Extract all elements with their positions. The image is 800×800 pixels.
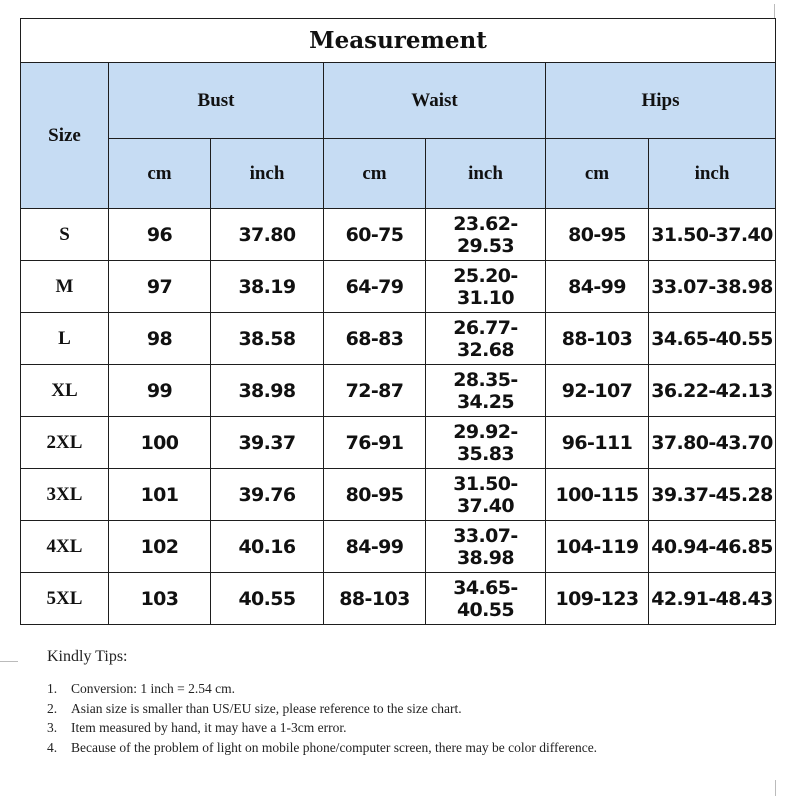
value-cell: 68-83 <box>324 313 426 365</box>
value-cell: 40.16 <box>211 521 324 573</box>
tips-list <box>47 679 631 757</box>
table-row <box>21 573 776 625</box>
table-row <box>21 313 776 365</box>
tip-item <box>47 699 631 719</box>
value-cell: 37.80-43.70 <box>649 417 776 469</box>
value-cell: 36.22-42.13 <box>649 365 776 417</box>
size-cell: 2XL <box>21 417 109 469</box>
tip-text: Because of the problem of light on mobile phone/computer screen, there may be color difference. <box>71 739 598 755</box>
value-cell: 101 <box>109 469 211 521</box>
value-cell: 96-111 <box>546 417 649 469</box>
value-cell: 80-95 <box>546 209 649 261</box>
table-row <box>21 521 776 573</box>
value-cell: 104-119 <box>546 521 649 573</box>
waist-header: Waist <box>324 63 546 139</box>
unit-header: cm <box>324 139 426 209</box>
value-cell: 102 <box>109 521 211 573</box>
table-row <box>21 261 776 313</box>
value-cell: 42.91-48.43 <box>649 573 776 625</box>
bust-header: Bust <box>109 63 324 139</box>
table-body <box>21 209 776 625</box>
value-cell: 88-103 <box>546 313 649 365</box>
size-cell: 3XL <box>21 469 109 521</box>
table-row <box>21 469 776 521</box>
tip-item <box>47 679 631 699</box>
value-cell: 37.80 <box>211 209 324 261</box>
table-row <box>21 365 776 417</box>
size-cell: XL <box>21 365 109 417</box>
value-cell: 64-79 <box>324 261 426 313</box>
kindly-tips <box>47 648 631 757</box>
value-cell: 38.58 <box>211 313 324 365</box>
table-row <box>21 417 776 469</box>
value-cell: 84-99 <box>546 261 649 313</box>
value-cell: 31.50-37.40 <box>426 469 546 521</box>
tip-number: 3. <box>47 720 58 735</box>
value-cell: 109-123 <box>546 573 649 625</box>
size-cell: S <box>21 209 109 261</box>
value-cell: 100 <box>109 417 211 469</box>
value-cell: 103 <box>109 573 211 625</box>
value-cell: 40.94-46.85 <box>649 521 776 573</box>
size-header: Size <box>21 63 109 209</box>
value-cell: 23.62-29.53 <box>426 209 546 261</box>
value-cell: 38.98 <box>211 365 324 417</box>
value-cell: 29.92-35.83 <box>426 417 546 469</box>
value-cell: 25.20-31.10 <box>426 261 546 313</box>
table-title: Measurement <box>21 19 776 63</box>
value-cell: 99 <box>109 365 211 417</box>
value-cell: 34.65-40.55 <box>649 313 776 365</box>
hips-header: Hips <box>546 63 776 139</box>
unit-header: inch <box>426 139 546 209</box>
tip-number: 2. <box>47 700 58 716</box>
unit-header: cm <box>546 139 649 209</box>
tip-text: Conversion: 1 inch = 2.54 cm. <box>71 681 235 696</box>
measurement-table <box>20 18 776 625</box>
value-cell: 96 <box>109 209 211 261</box>
value-cell: 28.35-34.25 <box>426 365 546 417</box>
value-cell: 72-87 <box>324 365 426 417</box>
tip-text: Asian size is smaller than US/EU size, please reference to the size chart. <box>71 700 462 716</box>
tip-number: 1. <box>47 681 58 696</box>
value-cell: 33.07-38.98 <box>426 521 546 573</box>
value-cell: 40.55 <box>211 573 324 625</box>
value-cell: 38.19 <box>211 261 324 313</box>
size-chart <box>20 18 775 625</box>
tip-text: Item measured by hand, it may have a 1-3cm error. <box>71 720 347 735</box>
value-cell: 39.76 <box>211 469 324 521</box>
tip-item <box>47 718 631 738</box>
value-cell: 84-99 <box>324 521 426 573</box>
unit-header: inch <box>649 139 776 209</box>
value-cell: 92-107 <box>546 365 649 417</box>
value-cell: 26.77-32.68 <box>426 313 546 365</box>
right-edge-line-bottom <box>775 780 776 796</box>
value-cell: 100-115 <box>546 469 649 521</box>
unit-header: inch <box>211 139 324 209</box>
value-cell: 39.37-45.28 <box>649 469 776 521</box>
value-cell: 88-103 <box>324 573 426 625</box>
value-cell: 34.65-40.55 <box>426 573 546 625</box>
value-cell: 31.50-37.40 <box>649 209 776 261</box>
left-edge-line <box>0 661 18 662</box>
tips-heading: Kindly Tips: <box>47 648 128 665</box>
size-cell: M <box>21 261 109 313</box>
size-cell: L <box>21 313 109 365</box>
value-cell: 76-91 <box>324 417 426 469</box>
value-cell: 80-95 <box>324 469 426 521</box>
table-row <box>21 209 776 261</box>
tip-number: 4. <box>47 739 58 755</box>
value-cell: 97 <box>109 261 211 313</box>
unit-header: cm <box>109 139 211 209</box>
value-cell: 33.07-38.98 <box>649 261 776 313</box>
value-cell: 98 <box>109 313 211 365</box>
value-cell: 60-75 <box>324 209 426 261</box>
value-cell: 39.37 <box>211 417 324 469</box>
tip-item <box>47 738 631 758</box>
size-cell: 5XL <box>21 573 109 625</box>
size-cell: 4XL <box>21 521 109 573</box>
